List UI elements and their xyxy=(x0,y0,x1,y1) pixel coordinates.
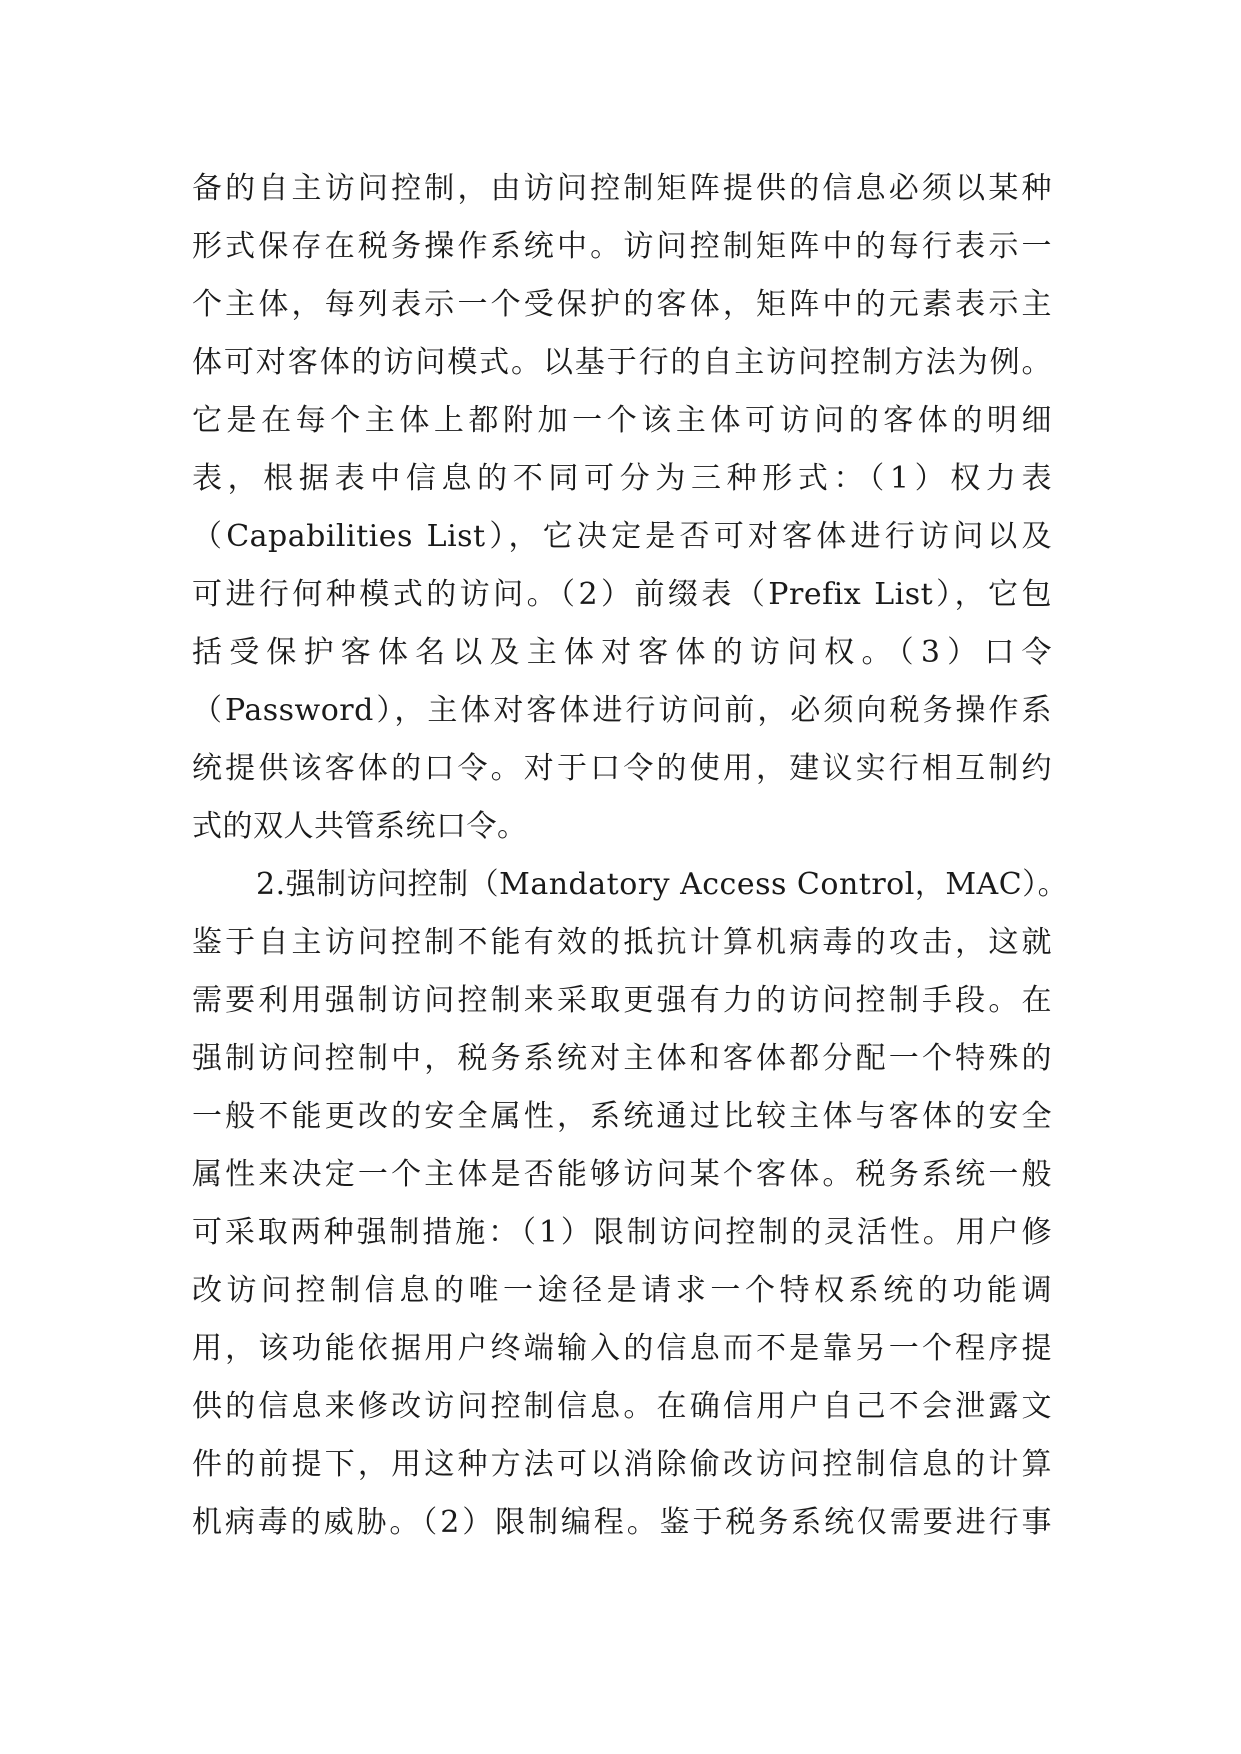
text-line: 机病毒的威胁。（2）限制编程。鉴于税务系统仅需要进行事 xyxy=(192,1505,1052,1540)
text-line: 鉴于自主访问控制不能有效的抵抗计算机病毒的攻击，这就 xyxy=(192,925,1052,960)
text-line: 一般不能更改的安全属性，系统通过比较主体与客体的安全 xyxy=(192,1099,1052,1134)
text-line: 可进行何种模式的访问。（2）前缀表（Prefix List），它包 xyxy=(192,577,1052,612)
section-heading-line: 2.强制访问控制（Mandatory Access Control，MAC）。 xyxy=(256,867,1069,902)
text-line: 属性来决定一个主体是否能够访问某个客体。税务系统一般 xyxy=(192,1157,1052,1192)
text-line: 统提供该客体的口令。对于口令的使用，建议实行相互制约 xyxy=(192,751,1052,786)
text-line: （Password），主体对客体进行访问前，必须向税务操作系 xyxy=(192,693,1052,728)
text-line: 需要利用强制访问控制来采取更强有力的访问控制手段。在 xyxy=(192,983,1052,1018)
text-line: 改访问控制信息的唯一途径是请求一个特权系统的功能调 xyxy=(192,1273,1052,1308)
text-line: 件的前提下，用这种方法可以消除偷改访问控制信息的计算 xyxy=(192,1447,1052,1482)
text-line: 式的双人共管系统口令。 xyxy=(192,809,528,844)
text-line: 它是在每个主体上都附加一个该主体可访问的客体的明细 xyxy=(192,403,1052,438)
text-line: 供的信息来修改访问控制信息。在确信用户自己不会泄露文 xyxy=(192,1389,1052,1424)
text-line: 用，该功能依据用户终端输入的信息而不是靠另一个程序提 xyxy=(192,1331,1052,1366)
text-line: 个主体，每列表示一个受保护的客体，矩阵中的元素表示主 xyxy=(192,287,1052,322)
text-line: 可采取两种强制措施：（1）限制访问控制的灵活性。用户修 xyxy=(192,1215,1052,1250)
text-line: （Capabilities List），它决定是否可对客体进行访问以及 xyxy=(192,519,1052,554)
text-line: 表，根据表中信息的不同可分为三种形式：（1）权力表 xyxy=(192,461,1052,496)
text-line: 备的自主访问控制，由访问控制矩阵提供的信息必须以某种 xyxy=(192,171,1052,206)
body-text xyxy=(192,160,1069,1552)
text-line: 强制访问控制中，税务系统对主体和客体都分配一个特殊的 xyxy=(192,1041,1052,1076)
text-line: 体可对客体的访问模式。以基于行的自主访问控制方法为例。 xyxy=(192,345,1052,380)
text-line: 形式保存在税务操作系统中。访问控制矩阵中的每行表示一 xyxy=(192,229,1052,264)
text-line: 括受保护客体名以及主体对客体的访问权。（3）口令 xyxy=(192,635,1052,670)
